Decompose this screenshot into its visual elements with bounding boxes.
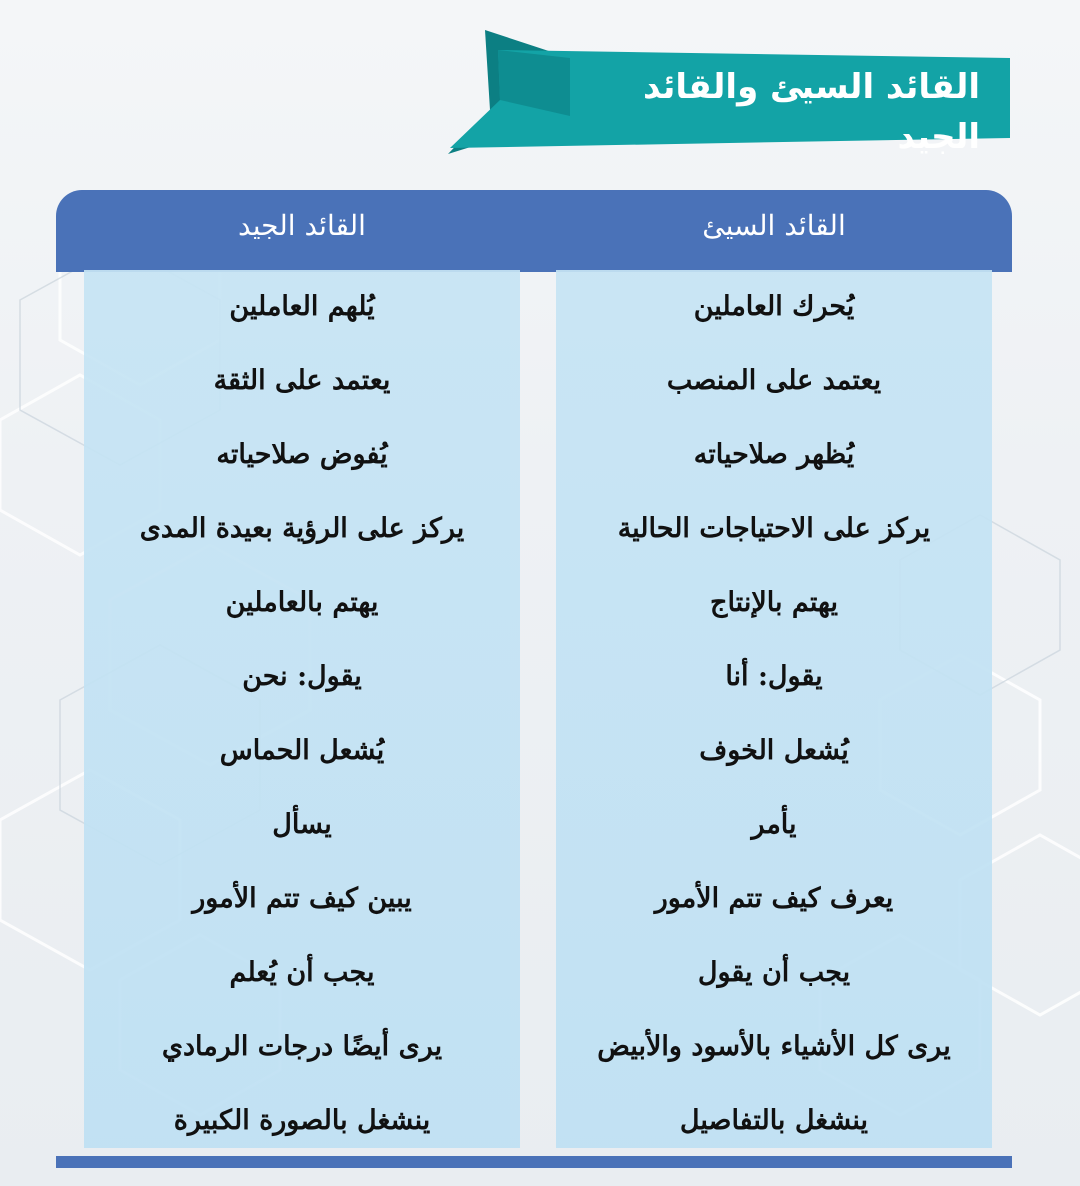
column-bad-leader: [556, 270, 992, 1148]
good-leader-item: يقول: نحن: [242, 661, 362, 692]
bad-leader-item: يُحرك العاملين: [693, 291, 855, 322]
bad-leader-item: يرى كل الأشياء بالأسود والأبيض: [597, 1031, 951, 1062]
column-good-leader: [84, 270, 520, 1148]
bad-leader-item: يُظهر صلاحياته: [693, 439, 855, 470]
table-header: [56, 190, 1012, 272]
page-title: القائد السيئ والقائد الجيد: [643, 67, 980, 157]
good-leader-item: يُلهم العاملين: [229, 291, 375, 322]
bad-leader-item: يهتم بالإنتاج: [710, 587, 838, 618]
good-leader-item: يجب أن يُعلم: [229, 957, 375, 988]
bad-leader-item: يقول: أنا: [725, 661, 823, 692]
bad-leader-item: يعتمد على المنصب: [666, 365, 882, 396]
good-leader-item: يسأل: [272, 809, 332, 840]
comparison-table: [56, 190, 1012, 1162]
good-leader-item: يعتمد على الثقة: [213, 365, 391, 396]
bad-leader-item: يركز على الاحتياجات الحالية: [617, 513, 931, 544]
bad-leader-item: يعرف كيف تتم الأمور: [654, 883, 894, 914]
good-leader-item: يرى أيضًا درجات الرمادي: [161, 1031, 443, 1062]
good-leader-item: ينشغل بالصورة الكبيرة: [173, 1105, 431, 1136]
good-leader-item: يُشعل الحماس: [219, 735, 385, 766]
table-footer-bar: [56, 1156, 1012, 1168]
good-leader-item: يركز على الرؤية بعيدة المدى: [139, 513, 465, 544]
header-bad-leader: القائد السيئ: [702, 209, 846, 242]
bad-leader-item: يأمر: [751, 809, 797, 840]
header-good-leader: القائد الجيد: [238, 209, 366, 242]
bad-leader-item: ينشغل بالتفاصيل: [679, 1105, 869, 1136]
bad-leader-item: يجب أن يقول: [697, 957, 851, 988]
bad-leader-item: يُشعل الخوف: [699, 735, 849, 766]
good-leader-item: يبين كيف تتم الأمور: [192, 883, 412, 914]
good-leader-item: يُفوض صلاحياته: [216, 439, 388, 470]
good-leader-item: يهتم بالعاملين: [225, 587, 379, 618]
